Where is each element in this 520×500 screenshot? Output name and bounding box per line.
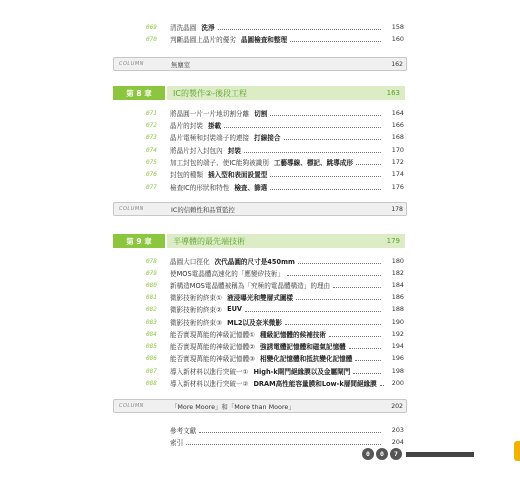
entry-page: 168 bbox=[391, 133, 404, 141]
entry-number: 083 bbox=[146, 318, 157, 326]
chapter-title: IC的製作②-後段工程 bbox=[173, 88, 248, 98]
leader-dots bbox=[245, 311, 381, 312]
entry-keyword: 掛載 bbox=[207, 122, 222, 130]
leader-dots bbox=[356, 164, 381, 165]
column-label: COLUMN bbox=[119, 206, 144, 212]
entry-number: 079 bbox=[146, 269, 157, 277]
entry-number: 072 bbox=[146, 121, 157, 129]
leader-dots bbox=[355, 360, 381, 361]
entry-text: 能否實現萬能的神級記憶體② bbox=[170, 343, 256, 351]
leader-dots bbox=[224, 127, 381, 128]
entry-title bbox=[170, 256, 384, 266]
leader-dots bbox=[244, 152, 381, 153]
entry-number: 084 bbox=[146, 330, 157, 338]
entry-text: 封包的種類 bbox=[170, 171, 203, 179]
entry-number: 078 bbox=[146, 257, 157, 265]
entry-keyword: ML2以及奈米微影 bbox=[227, 319, 282, 327]
entry-text: 晶片的封裝 bbox=[170, 122, 203, 130]
entry-number: 074 bbox=[146, 146, 157, 154]
entry-keyword: 檢查、篩選 bbox=[234, 184, 268, 192]
footer-bar bbox=[406, 452, 474, 457]
leader-dots bbox=[353, 373, 381, 374]
entry-keyword: 洗淨 bbox=[201, 24, 215, 32]
column-title: 「More Moore」和「More than Moore」 bbox=[171, 402, 295, 411]
entry-title bbox=[170, 280, 384, 290]
entry-number: 080 bbox=[146, 281, 157, 289]
chapter-bar bbox=[167, 86, 405, 100]
column-label: COLUMN bbox=[119, 403, 144, 409]
entry-title bbox=[170, 425, 384, 435]
entry-text: 微影技術的終束③ bbox=[170, 319, 223, 327]
toc-entry bbox=[146, 376, 404, 390]
entry-number: 071 bbox=[146, 109, 157, 117]
leader-dots bbox=[287, 275, 381, 276]
entry-title bbox=[170, 292, 384, 302]
column-box bbox=[113, 202, 407, 216]
toc-entry bbox=[146, 302, 404, 316]
entry-keyword: 種級記憶體的候補技術 bbox=[260, 331, 326, 339]
leader-dots bbox=[290, 41, 381, 42]
column-page: 162 bbox=[391, 60, 403, 68]
entry-page: 158 bbox=[391, 23, 404, 31]
leader-dots bbox=[333, 287, 381, 288]
corner-tab bbox=[514, 441, 520, 461]
entry-page: 182 bbox=[391, 269, 404, 277]
leader-dots bbox=[296, 299, 381, 300]
entry-title bbox=[170, 182, 384, 192]
entry-title bbox=[170, 366, 384, 376]
entry-number: 086 bbox=[146, 354, 157, 362]
entry-number: 077 bbox=[146, 183, 157, 191]
entry-title bbox=[170, 437, 384, 447]
entry-title bbox=[170, 157, 384, 167]
chapter-9-header bbox=[113, 234, 405, 248]
entry-keyword: 晶圓檢查和整理 bbox=[240, 36, 288, 44]
entry-text: 清洗晶圓 bbox=[170, 24, 197, 32]
entry-title bbox=[170, 120, 384, 130]
toc-entry bbox=[146, 351, 404, 365]
entry-text: 加工封包的端子、使IC能夠被識別 bbox=[170, 159, 269, 167]
entry-text: 使MOS電晶體高速化的「應變矽技術」 bbox=[170, 270, 284, 278]
entry-page: 164 bbox=[391, 109, 404, 117]
entry-text: 檢查IC的形狀和特性 bbox=[170, 184, 230, 192]
column-page: 178 bbox=[391, 205, 403, 213]
entry-text: 導入新材料以進行突破一① bbox=[170, 368, 249, 376]
entry-page: 198 bbox=[391, 367, 404, 375]
entry-text: 微影技術的終束② bbox=[170, 306, 223, 314]
entry-keyword: 液浸曝光和雙層式圖樣 bbox=[227, 294, 294, 302]
entry-text: 導入新材料以進行突破一② bbox=[170, 380, 249, 388]
leader-dots bbox=[199, 432, 381, 433]
entry-keyword: DRAM高性能容量膜和Low-k層間絕緣膜 bbox=[253, 380, 377, 388]
page-number-footer bbox=[362, 447, 474, 461]
entry-keyword: 工藝導線、標記、跳導成形 bbox=[273, 159, 353, 167]
entry-page: 200 bbox=[391, 379, 404, 387]
leader-dots bbox=[284, 139, 382, 140]
entry-page: 170 bbox=[391, 146, 404, 154]
entry-page: 166 bbox=[391, 121, 404, 129]
entry-keyword: 打線接合 bbox=[254, 134, 281, 142]
entry-page: 192 bbox=[391, 330, 404, 338]
entry-text: 能否實現萬能的神級記憶體① bbox=[170, 331, 256, 339]
entry-page: 204 bbox=[391, 438, 404, 446]
entry-number: 081 bbox=[146, 293, 157, 301]
entry-keyword: 強誘電體記憶體和磁氣記憶體 bbox=[260, 343, 346, 351]
entry-page: 196 bbox=[391, 354, 404, 362]
entry-title bbox=[170, 341, 384, 351]
toc-entry bbox=[146, 32, 404, 46]
entry-keyword: 次代晶圓的尺寸是450mm bbox=[214, 258, 295, 266]
entry-title bbox=[170, 169, 384, 179]
entry-title bbox=[170, 34, 384, 44]
leader-dots bbox=[329, 336, 381, 337]
entry-page: 180 bbox=[391, 257, 404, 265]
entry-keyword: 相變化記憶體和抵抗變化記憶體 bbox=[260, 355, 353, 363]
entry-text: 晶圓大口徑化 bbox=[170, 258, 210, 266]
entry-number: 070 bbox=[146, 35, 157, 43]
column-title: IC的信賴性和品質監控 bbox=[171, 205, 235, 214]
entry-page: 174 bbox=[391, 170, 404, 178]
entry-text: 能否實現萬能的神級記憶體③ bbox=[170, 355, 256, 363]
page-digit: 0 bbox=[362, 448, 374, 460]
column-label: COLUMN bbox=[119, 61, 144, 67]
chapter-8-header bbox=[113, 86, 405, 100]
chapter-tag: 第 9 章 bbox=[113, 234, 165, 248]
entry-text: 將晶片封入封包內 bbox=[170, 147, 223, 155]
entry-title bbox=[170, 145, 384, 155]
entry-title bbox=[170, 317, 384, 327]
entry-title bbox=[170, 304, 384, 314]
entry-number: 082 bbox=[146, 305, 157, 313]
entry-title bbox=[170, 108, 384, 118]
entry-page: 186 bbox=[391, 293, 404, 301]
entry-title bbox=[170, 378, 384, 388]
entry-text: 微影技術的終束① bbox=[170, 294, 223, 302]
entry-page: 172 bbox=[391, 158, 404, 166]
entry-keyword: 插入型和表面設置型 bbox=[207, 171, 268, 179]
chapter-page: 179 bbox=[386, 237, 400, 245]
leader-dots bbox=[285, 324, 381, 325]
entry-page: 160 bbox=[391, 35, 404, 43]
entry-text: 參考文獻 bbox=[170, 427, 197, 435]
entry-number: 087 bbox=[146, 367, 157, 375]
column-page: 202 bbox=[391, 402, 403, 410]
toc-entry bbox=[146, 180, 404, 194]
leader-dots bbox=[186, 444, 381, 445]
chapter-page: 163 bbox=[386, 89, 400, 97]
entry-title bbox=[170, 329, 384, 339]
entry-title bbox=[170, 268, 384, 278]
entry-number: 073 bbox=[146, 133, 157, 141]
entry-text: 晶片電極和封裝端子的連接 bbox=[170, 134, 250, 142]
chapter-tag: 第 8 章 bbox=[113, 86, 165, 100]
entry-number: 069 bbox=[146, 23, 157, 31]
entry-number: 088 bbox=[146, 379, 157, 387]
toc-entry bbox=[146, 167, 404, 181]
entry-text: 新構造MOS電晶體被稱為「究極的電晶體構造」的理由 bbox=[170, 282, 331, 290]
entry-text: 將晶圓一片一片地切割分離 bbox=[170, 110, 250, 118]
entry-page: 190 bbox=[391, 318, 404, 326]
entry-text: 索引 bbox=[170, 439, 184, 447]
entry-title bbox=[170, 353, 384, 363]
chapter-bar bbox=[167, 234, 405, 248]
leader-dots bbox=[270, 176, 381, 177]
page-digit: 0 bbox=[376, 448, 388, 460]
entry-page: 194 bbox=[391, 342, 404, 350]
column-box bbox=[113, 57, 407, 71]
leader-dots bbox=[270, 115, 381, 116]
column-box bbox=[113, 399, 407, 413]
entry-page: 184 bbox=[391, 281, 404, 289]
entry-keyword: EUV bbox=[227, 305, 243, 313]
entry-text: 判斷晶圓上晶片的優劣 bbox=[170, 36, 236, 44]
entry-title bbox=[170, 22, 384, 32]
toc-entry bbox=[146, 130, 404, 144]
chapter-title: 半導體的最先端技術 bbox=[173, 236, 245, 246]
leader-dots bbox=[349, 348, 381, 349]
leader-dots bbox=[270, 189, 381, 190]
entry-number: 075 bbox=[146, 158, 157, 166]
entry-title bbox=[170, 132, 384, 142]
leader-dots bbox=[218, 29, 381, 30]
entry-page: 203 bbox=[391, 426, 404, 434]
page-digit: 7 bbox=[390, 448, 402, 460]
entry-keyword: High-k閘門絕緣膜以及金屬閘門 bbox=[253, 368, 351, 376]
entry-number: 076 bbox=[146, 170, 157, 178]
column-title: 無塵室 bbox=[171, 60, 191, 69]
entry-page: 176 bbox=[391, 183, 404, 191]
entry-number: 085 bbox=[146, 342, 157, 350]
entry-keyword: 封裝 bbox=[227, 147, 241, 155]
entry-page: 188 bbox=[391, 305, 404, 313]
leader-dots bbox=[298, 263, 381, 264]
entry-keyword: 切割 bbox=[254, 110, 268, 118]
